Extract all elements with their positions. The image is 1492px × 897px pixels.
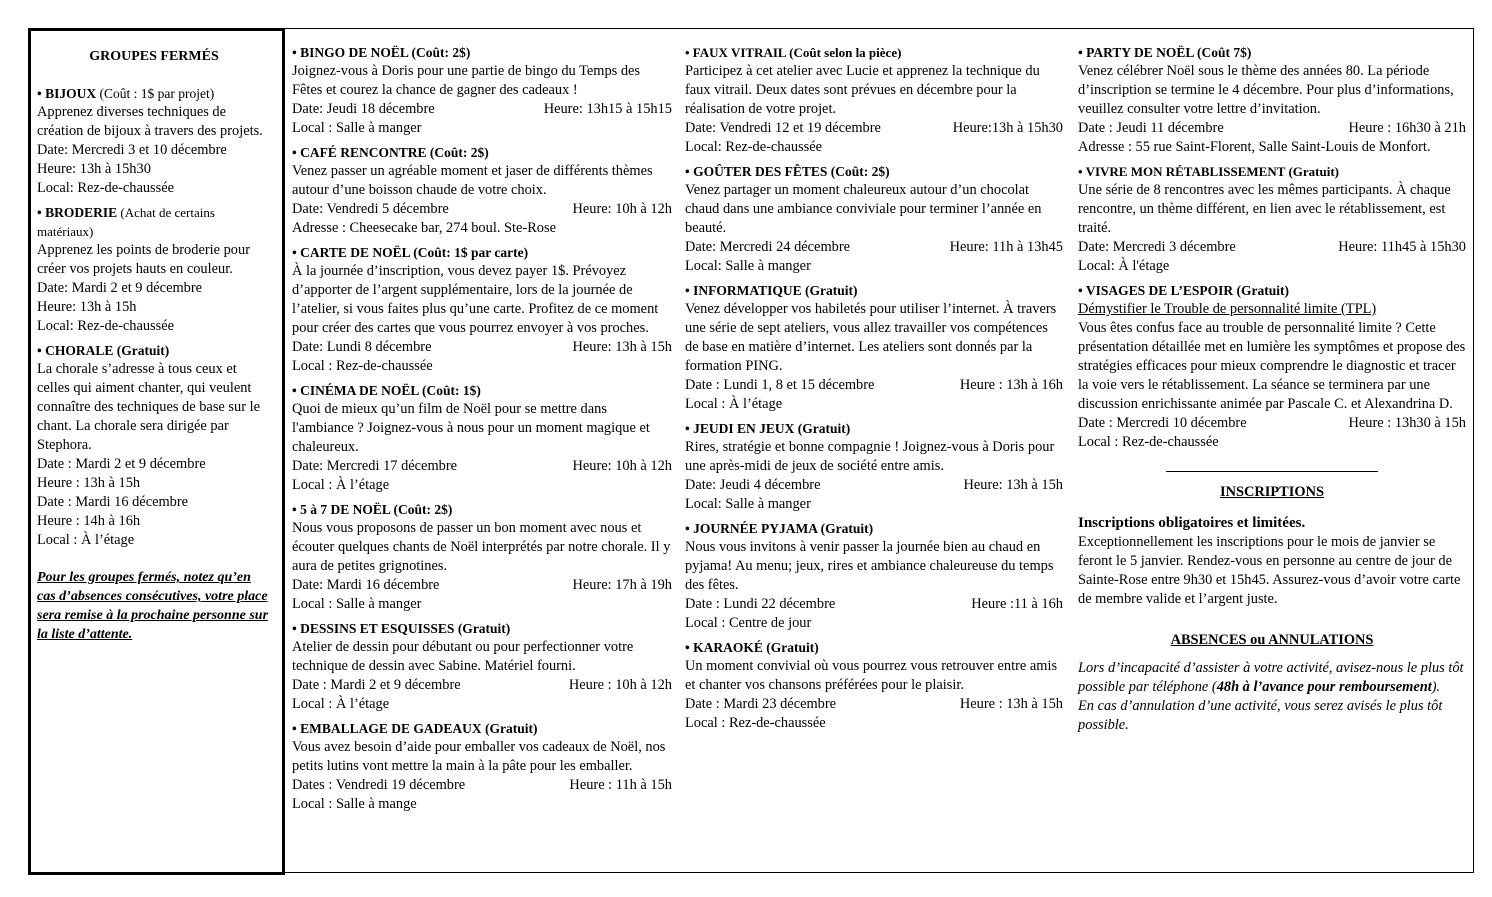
activities-column-4 [1078,43,1466,735]
inscriptions-section [1078,483,1466,609]
activity-description: Venez partager un moment chaleureux autour d’un chocolat chaud dans une ambiance conviviale pour terminer l’année en beauté. [685,182,1042,236]
activity-time: Heure: 13h à 15h [572,339,672,355]
activity-date: Date : Lundi 1, 8 et 15 décembre [685,377,875,393]
activity-location: Local : À l’étage [292,477,390,493]
closed-groups-note: Pour les groupes fermés, notez qu’en cas d’absences consécutives, votre place sera remise à la prochaine personne sur la liste d’attente. [37,570,269,642]
activity-title: • CINÉMA DE NOËL (Coût: 1$) [292,383,481,398]
activity-time: Heure: 10h à 12h [572,458,672,474]
activity-date: Date: Vendredi 5 décembre [292,201,449,217]
activity-location: Local : Salle à manger [292,120,422,136]
inscriptions-title: INSCRIPTIONS [1220,484,1324,500]
activity-title: • KARAOKÉ (Gratuit) [685,640,819,655]
activity-description: Vous avez besoin d’aide pour emballer vos cadeaux de Noël, nos petits lutins vont mettre la main à la pâte pour les emballer. [292,739,666,774]
activity-visages-espoir [1078,281,1466,452]
activity-description: Atelier de dessin pour débutant ou pour perfectionner votre technique de dessin avec Sabine. Matériel fourni. [292,639,634,674]
activity-cost: (Coût : 1$ par projet) [96,86,215,101]
activity-date: Date : Jeudi 11 décembre [1078,120,1224,136]
activity-address: Adresse : Cheesecake bar, 274 boul. Ste-Rose [292,220,556,236]
activity-chorale [37,341,271,550]
activity-party-noel [1078,43,1466,157]
activity-description: Nous vous invitons à venir passer la journée bien au chaud en pyjama! Au menu; jeux, rires et ambiance chaleureuse du temps des fêtes. [685,539,1054,593]
activity-date: Date : Mardi 23 décembre [685,696,837,712]
activity-location: Local : Rez-de-chaussée [685,715,826,731]
activity-cost: (Coût selon la pièce) [785,45,902,60]
activity-description: Venez célébrer Noël sous le thème des années 80. La période d’inscription se termine le 4 décembre. Pour plus d’informations, veuillez consulter votre lettre d’invitation. [1078,63,1454,117]
activity-description: Nous vous proposons de passer un bon moment avec nous et écouter quelques chants de Noël interprétés par notre chorale. Il y aura de petites grignotines. [292,520,671,574]
activity-date: Date: Jeudi 18 décembre [292,101,435,117]
absences-text: Lors d’incapacité d’assister à votre activité, avisez-nous le plus tôt possible par téléphone (48h à l’avance pour remboursement). [1078,660,1464,695]
activity-karaoke [685,638,1063,733]
activity-description: Un moment convivial où vous pourrez vous retrouver entre amis et chanter vos chansons préférées pour le plaisir. [685,658,1058,693]
activity-emballage [292,719,672,814]
activity-5-a-7 [292,500,672,614]
activity-time: Heure : 13h à 16h [959,377,1063,393]
activity-date: Date: Mercredi 24 décembre [685,239,851,255]
activity-date: Date: Mercredi 3 et 10 décembre [37,142,227,158]
activity-location: Local: Rez-de-chaussée [685,139,823,155]
activity-title: • VIVRE MON RÉTABLISSEMENT [1078,164,1286,179]
activity-time: Heure :11 à 16h [971,596,1063,612]
activity-time: Heure : 13h30 à 15h [1348,415,1466,431]
activity-bijoux [37,84,271,198]
activity-title: • JOURNÉE PYJAMA (Gratuit) [685,521,874,536]
absences-section [1078,631,1466,735]
activity-description: La chorale s’adresse à tous ceux et celles qui aiment chanter, qui veulent connaître des techniques de base sur le chant. La chorale sera dirigée par Stephora. [37,361,260,453]
activity-date: Date : Mardi 16 décembre [37,494,189,510]
activity-time: Heure : 13h à 15h [959,696,1063,712]
activity-time: Heure : 14h à 16h [37,513,141,529]
activity-date: Date : Lundi 22 décembre [685,596,836,612]
activity-location: Local: Salle à manger [685,496,811,512]
activity-description: Venez développer vos habiletés pour utiliser l’internet. À travers une série de sept ateliers, vous allez travailler vos compétences de base en matière d’internet. Les ateliers sont donnés par la formation PING. [685,301,1057,374]
activity-time: Heure: 11h à 13h45 [949,239,1063,255]
activity-location: Local : Salle à manger [292,596,422,612]
cancellation-text: En cas d’annulation d’une activité, vous serez avisés le plus tôt possible. [1078,698,1443,733]
activity-location: Local : À l’étage [685,396,783,412]
activity-title: • CHORALE (Gratuit) [37,343,170,358]
activity-time: Heure : 13h à 15h [37,475,141,491]
activity-description: Rires, stratégie et bonne compagnie ! Joignez-vous à Doris pour une après-midi de jeux de société entre amis. [685,439,1055,474]
activity-sheet [28,28,1474,873]
activity-address: Adresse : 55 rue Saint-Florent, Salle Saint-Louis de Monfort. [1078,139,1431,155]
activity-description: Joignez-vous à Doris pour une partie de bingo du Temps des Fêtes et courez la chance de gagner des cadeaux ! [292,63,641,98]
activity-date: Date : Mardi 2 et 9 décembre [292,677,461,693]
activity-title: • BINGO DE NOËL (Coût: 2$) [292,45,471,60]
activity-cost: (Gratuit) [1285,164,1339,179]
activity-title: • VISAGES DE L’ESPOIR (Gratuit) [1078,283,1290,298]
activity-title: • GOÛTER DES FÊTES (Coût: 2$) [685,164,890,179]
activity-date: Date: Jeudi 4 décembre [685,477,821,493]
activity-title: • INFORMATIQUE (Gratuit) [685,283,858,298]
activity-date: Date: Mardi 2 et 9 décembre [37,280,203,296]
activity-time: Heure:13h à 15h30 [952,120,1063,136]
activity-title: • PARTY DE NOËL (Coût 7$) [1078,45,1252,60]
activity-location: Local : Salle à mange [292,796,417,812]
closed-groups-title: GROUPES FERMÉS [89,49,219,64]
activity-description: Venez passer un agréable moment et jaser de différents thèmes autour d’une boisson chaude de votre choix. [292,163,653,198]
activity-location: Local : À l’étage [292,696,390,712]
activity-date: Date: Mardi 16 décembre [292,577,440,593]
absences-title: ABSENCES ou ANNULATIONS [1170,632,1374,648]
activity-vivre-retablissement [1078,162,1466,276]
activity-title: • BRODERIE [37,205,118,220]
activity-location: Local: À l'étage [1078,258,1170,274]
activity-title: • DESSINS ET ESQUISSES (Gratuit) [292,621,511,636]
activity-time: Heure: 17h à 19h [572,577,672,593]
activity-time: Heure : 11h à 15h [569,777,672,793]
activity-cinema-noel [292,381,672,495]
activity-title: • BIJOUX [37,86,97,101]
activity-date: Date: Lundi 8 décembre [292,339,432,355]
activity-title: • 5 à 7 DE NOËL (Coût: 2$) [292,502,453,517]
activity-description: Participez à cet atelier avec Lucie et apprenez la technique du faux vitrail. Deux dates sont prévues en décembre pour la réalisation de votre projet. [685,63,1040,117]
activity-date: Date: Mercredi 17 décembre [292,458,458,474]
divider [1166,471,1378,472]
activity-date: Date : Mercredi 10 décembre [1078,415,1247,431]
activity-time: Heure : 16h30 à 21h [1348,120,1466,136]
activity-time: Heure : 10h à 12h [568,677,672,693]
activity-time: Heure: 11h45 à 15h30 [1338,239,1466,255]
activities-column-3 [685,43,1063,738]
activity-location: Local : Rez-de-chaussée [292,358,433,374]
activity-broderie [37,203,271,336]
activity-gouter [685,162,1063,276]
activity-location: Local : Centre de jour [685,615,812,631]
activity-location: Local : À l’étage [37,532,135,548]
closed-groups-column [37,43,271,644]
activity-date: Date: Mercredi 3 décembre [1078,239,1236,255]
activity-faux-vitrail [685,43,1063,157]
activity-description: Apprenez diverses techniques de création de bijoux à travers des projets. [37,104,263,139]
activity-title: • EMBALLAGE DE GADEAUX (Gratuit) [292,721,538,736]
activity-subtitle: Démystifier le Trouble de personnalité limite (TPL) [1078,301,1377,317]
activity-description: Vous êtes confus face au trouble de personnalité limite ? Cette présentation détaillée met en lumière les symptômes et propose des stratégies efficaces pour mieux comprendre le diagnostic et tracer la voie vers le rétablissement. La séance se terminera par une discussion enrichissante animée par Pascale C. et Alexandrina D. [1078,320,1466,412]
activity-description: À la journée d’inscription, vous devez payer 1$. Prévoyez d’apporter de l’argent supplémentaire, lors de la journée de l’atelier, si vous faites plus qu’une carte. Profitez de ce moment pour créer des cartes que vous pourrez envoyer à vos proches. [292,263,659,336]
activity-description: Apprenez les points de broderie pour créer vos projets hauts en couleur. [37,242,250,277]
activity-title: • FAUX VITRAIL [685,45,786,60]
activity-title: • CARTE DE NOËL (Coût: 1$ par carte) [292,245,529,260]
activities-column-2 [292,43,672,819]
activity-date: Dates : Vendredi 19 décembre [292,777,466,793]
activity-location: Local : Rez-de-chaussée [1078,434,1219,450]
activity-title: • CAFÉ RENCONTRE (Coût: 2$) [292,145,489,160]
inscriptions-lead: Inscriptions obligatoires et limitées. [1078,515,1306,531]
activity-location: Local: Rez-de-chaussée [37,180,175,196]
inscriptions-text: Exceptionnellement les inscriptions pour le mois de janvier se feront le 5 janvier. Rendez-vous en personne au centre de jour de Sainte-Rose entre 9h30 et 15h45. Assurez-vous d’avoir votre carte de membre valide et l’argent juste. [1078,534,1461,607]
activity-location: Local: Salle à manger [685,258,811,274]
activity-informatique [685,281,1063,414]
activity-carte-noel [292,243,672,376]
activity-cost: (Achat de certains matériaux) [37,205,215,239]
activity-jeudi-jeux [685,419,1063,514]
activity-location: Local: Rez-de-chaussée [37,318,175,334]
activity-time: Heure: 13h à 15h [963,477,1063,493]
activity-time: Heure: 13h15 à 15h15 [543,101,672,117]
activity-bingo [292,43,672,138]
activity-pyjama [685,519,1063,633]
activity-description: Quoi de mieux qu’un film de Noël pour se mettre dans l'ambiance ? Joignez-vous à nous pour un moment magique et chaleureux. [292,401,650,455]
activity-title: • JEUDI EN JEUX (Gratuit) [685,421,851,436]
activity-time: Heure: 13h à 15h [37,299,137,315]
activity-time: Heure: 10h à 12h [572,201,672,217]
activity-date: Date: Vendredi 12 et 19 décembre [685,120,881,136]
activity-time: Heure: 13h à 15h30 [37,161,151,177]
activity-description: Une série de 8 rencontres avec les mêmes participants. À chaque rencontre, un thème différent, en lien avec le rétablissement, est traité. [1078,182,1451,236]
activity-dessins [292,619,672,714]
activity-date: Date : Mardi 2 et 9 décembre [37,456,206,472]
activity-cafe-rencontre [292,143,672,238]
